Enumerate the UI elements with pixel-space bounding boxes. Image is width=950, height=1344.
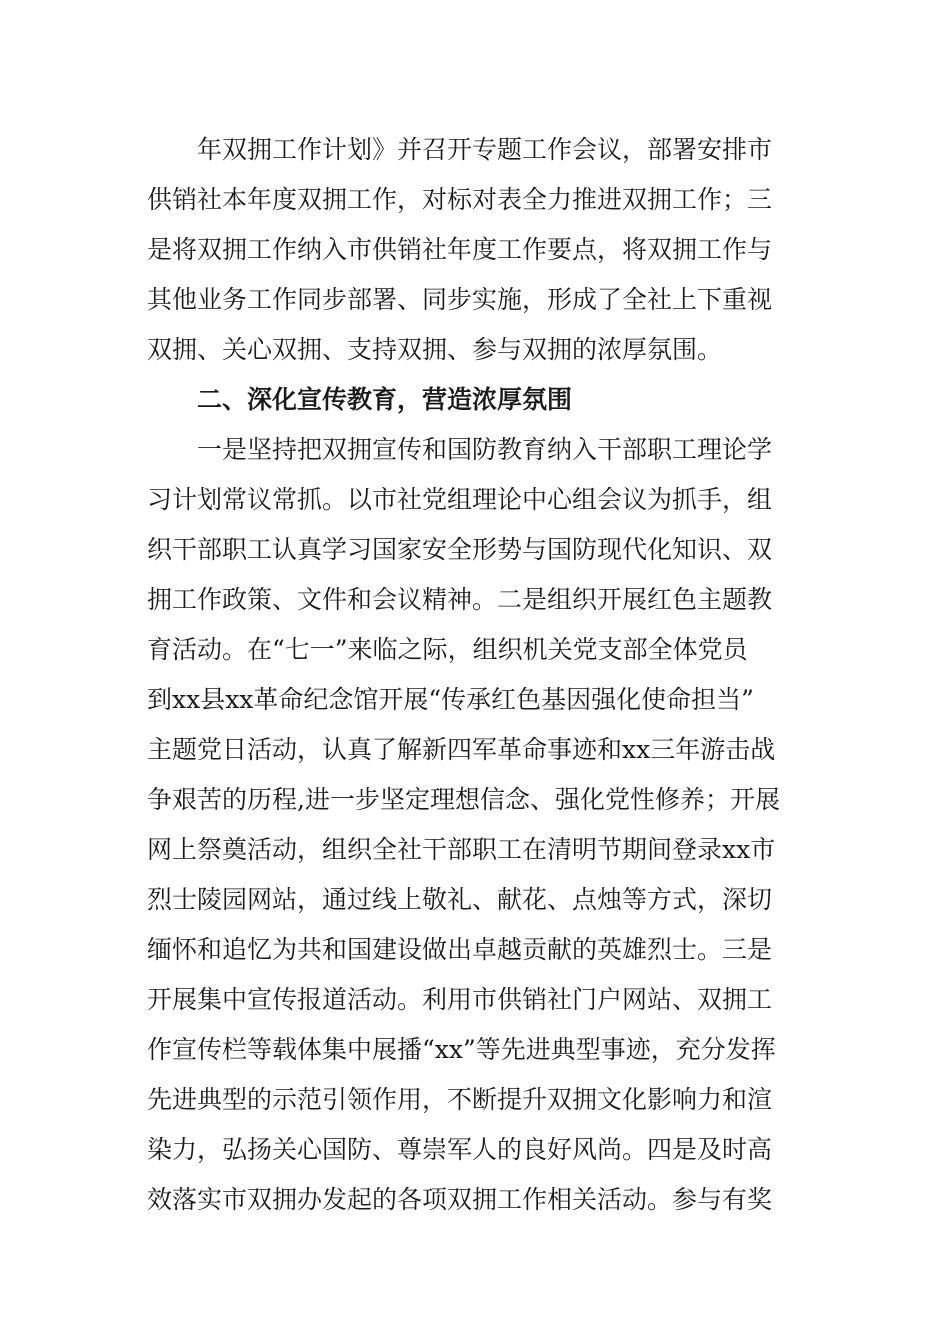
body-text-line: 争艰苦的历程,进一步坚定理想信念、强化党性修养；开展 <box>147 785 780 814</box>
body-text-line: 一是坚持把双拥宣传和国防教育纳入干部职工理论学 <box>147 435 773 464</box>
body-text-line: 拥工作政策、文件和会议精神。二是组织开展红色主题教 <box>147 585 773 614</box>
body-text-line: 是将双拥工作纳入市供销社年度工作要点，将双拥工作与 <box>147 235 773 264</box>
body-text-line: 网上祭奠活动，组织全社干部职工在清明节期间登录xx市 <box>147 835 776 864</box>
body-text-line: 到xx县xx革命纪念馆开展“传承红色基因强化使命担当” <box>147 685 754 714</box>
body-text-line: 织干部职工认真学习国家安全形势与国防现代化知识、双 <box>147 535 773 564</box>
body-text-line: 年双拥工作计划》并召开专题工作会议，部署安排市 <box>147 135 773 164</box>
body-text-line: 育活动。在“七一”来临之际，组织机关党支部全体党员 <box>147 635 748 664</box>
body-text-line: 习计划常议常抓。以市社党组理论中心组会议为抓手，组 <box>147 485 773 514</box>
body-text-line: 其他业务工作同步部署、同步实施，形成了全社上下重视 <box>147 285 773 314</box>
body-text-line: 染力，弘扬关心国防、尊崇军人的良好风尚。四是及时高 <box>147 1135 773 1164</box>
body-text-line: 双拥、关心双拥、支持双拥、参与双拥的浓厚氛围。 <box>147 335 723 364</box>
body-text-line: 效落实市双拥办发起的各项双拥工作相关活动。参与有奖 <box>147 1185 773 1214</box>
body-text-line: 烈士陵园网站，通过线上敬礼、献花、点烛等方式，深切 <box>147 885 773 914</box>
body-text-line: 作宣传栏等载体集中展播“xx”等先进典型事迹，充分发挥 <box>147 1035 776 1064</box>
body-text-line: 主题党日活动，认真了解新四军革命事迹和xx三年游击战 <box>147 735 776 764</box>
section-heading: 二、深化宣传教育，营造浓厚氛围 <box>147 385 573 414</box>
body-text-line: 缅怀和追忆为共和国建设做出卓越贡献的英雄烈士。三是 <box>147 935 773 964</box>
body-text-line: 先进典型的示范引领作用，不断提升双拥文化影响力和渲 <box>147 1085 773 1114</box>
body-text-line: 供销社本年度双拥工作，对标对表全力推进双拥工作；三 <box>147 185 773 214</box>
body-text-line: 开展集中宣传报道活动。利用市供销社门户网站、双拥工 <box>147 985 773 1014</box>
